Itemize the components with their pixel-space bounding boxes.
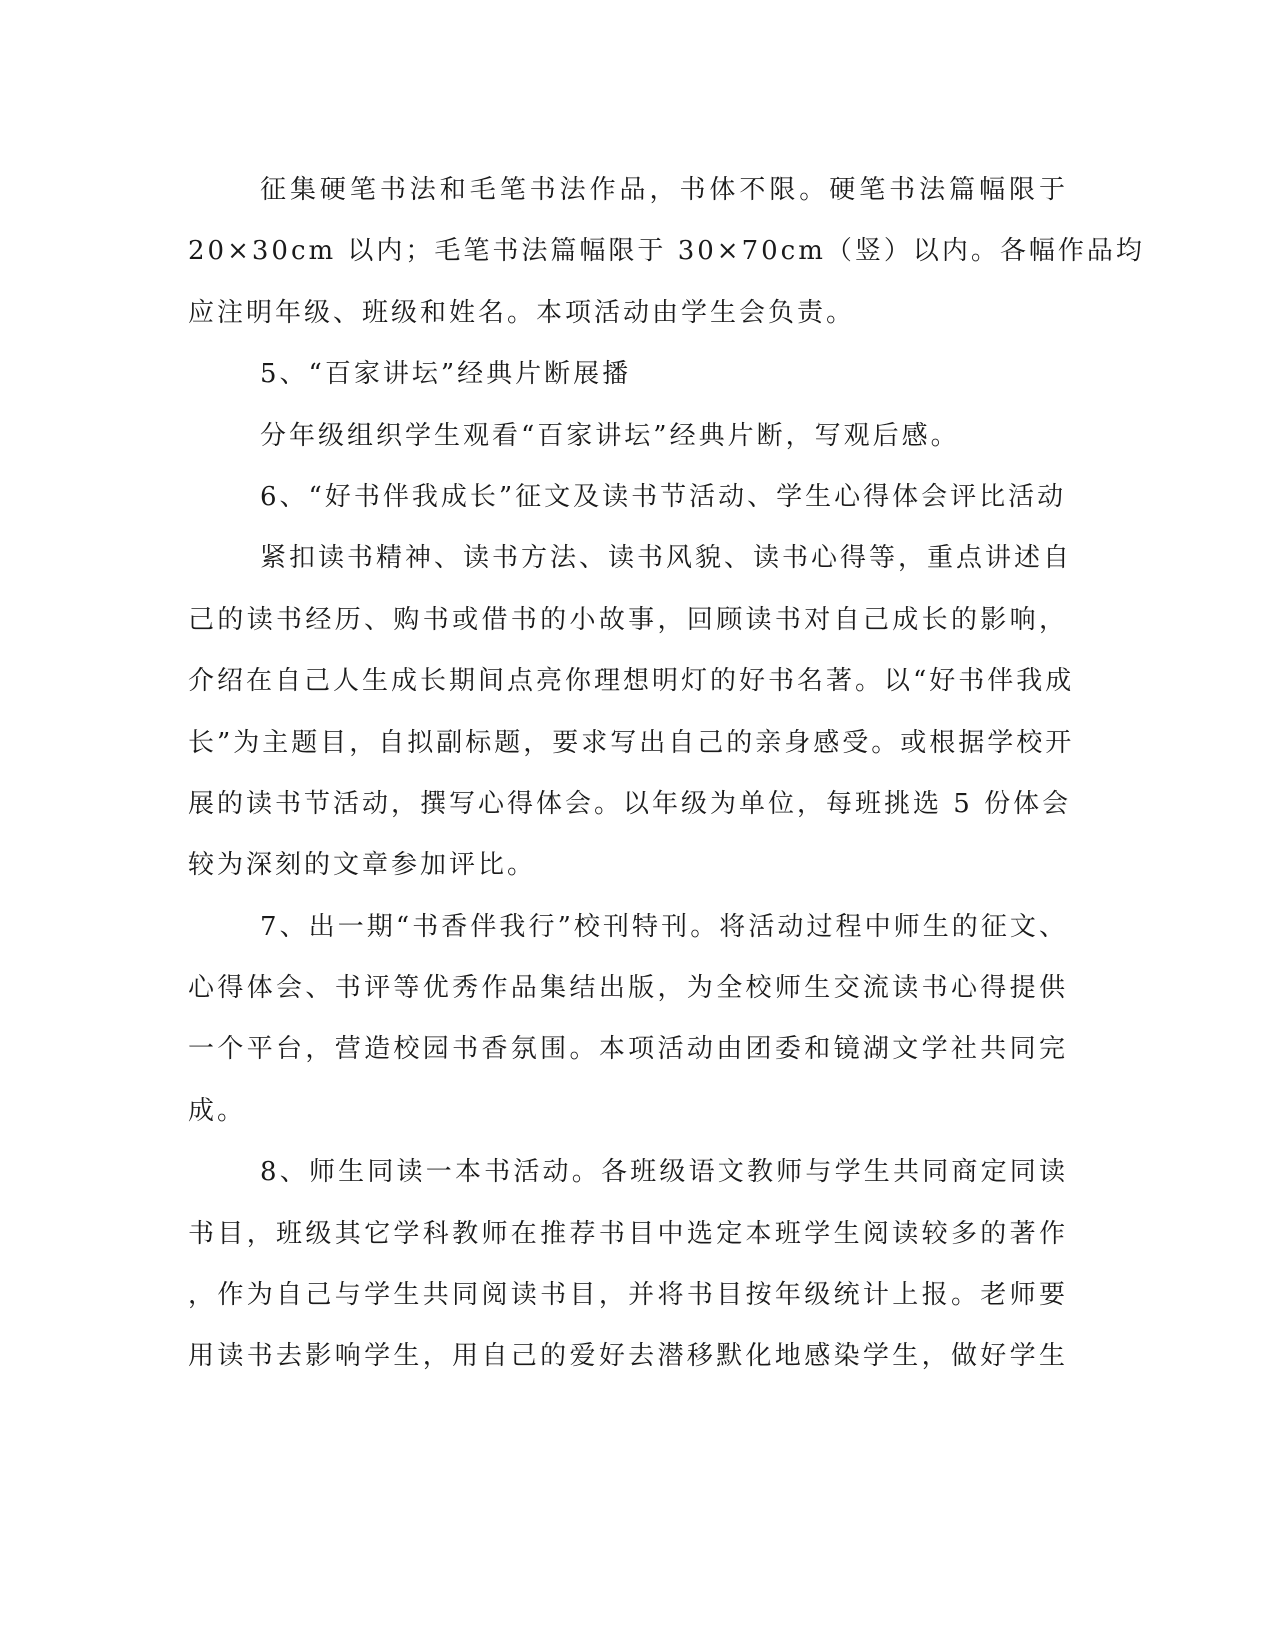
section-heading-8: 8、师生同读一本书活动。各班级语文教师与学生共同商定同读 <box>260 1157 1068 1188</box>
text-line: 己的读书经历、购书或借书的小故事，回顾读书对自己成长的影响， <box>188 604 1068 635</box>
text-line: 20×30cm 以内；毛笔书法篇幅限于 30×70cm（竖）以内。各幅作品均 <box>188 236 1145 267</box>
text-line: 心得体会、书评等优秀作品集结出版，为全校师生交流读书心得提供 <box>188 973 1068 1004</box>
text-line: 分年级组织学生观看“百家讲坛”经典片断，写观后感。 <box>260 420 960 451</box>
text-line: 长”为主题目，自拟副标题，要求写出自己的亲身感受。或根据学校开 <box>188 727 1075 758</box>
text-line: 紧扣读书精神、读书方法、读书风貌、读书心得等，重点讲述自 <box>260 543 1073 574</box>
text-line: 应注明年级、班级和姓名。本项活动由学生会负责。 <box>188 297 856 328</box>
text-line: 征集硬笔书法和毛笔书法作品，书体不限。硬笔书法篇幅限于 <box>260 175 1068 205</box>
text-line: 用读书去影响学生，用自己的爱好去潜移默化地感染学生，做好学生 <box>188 1341 1068 1372</box>
section-heading-7: 7、出一期“书香伴我行”校刊特刊。将活动过程中师生的征文、 <box>260 911 1068 942</box>
text-line: 一个平台，营造校园书香氛围。本项活动由团委和镜湖文学社共同完 <box>188 1034 1068 1065</box>
document-body <box>188 160 1145 1388</box>
text-line: 展的读书节活动，撰写心得体会。以年级为单位，每班挑选 5 份体会 <box>188 788 1072 819</box>
text-line: 较为深刻的文章参加评比。 <box>188 850 537 881</box>
text-line: ，作为自己与学生共同阅读书目，并将书目按年级统计上报。老师要 <box>188 1280 1068 1311</box>
text-line: 书目，班级其它学科教师在推荐书目中选定本班学生阅读较多的著作 <box>188 1218 1068 1249</box>
section-heading-5: 5、“百家讲坛”经典片断展播 <box>260 359 632 390</box>
section-heading-6: 6、“好书伴我成长”征文及读书节活动、学生心得体会评比活动 <box>260 481 1067 512</box>
text-line: 成。 <box>188 1095 247 1126</box>
text-line: 介绍在自己人生成长期间点亮你理想明灯的好书名著。以“好书伴我成 <box>188 666 1075 697</box>
